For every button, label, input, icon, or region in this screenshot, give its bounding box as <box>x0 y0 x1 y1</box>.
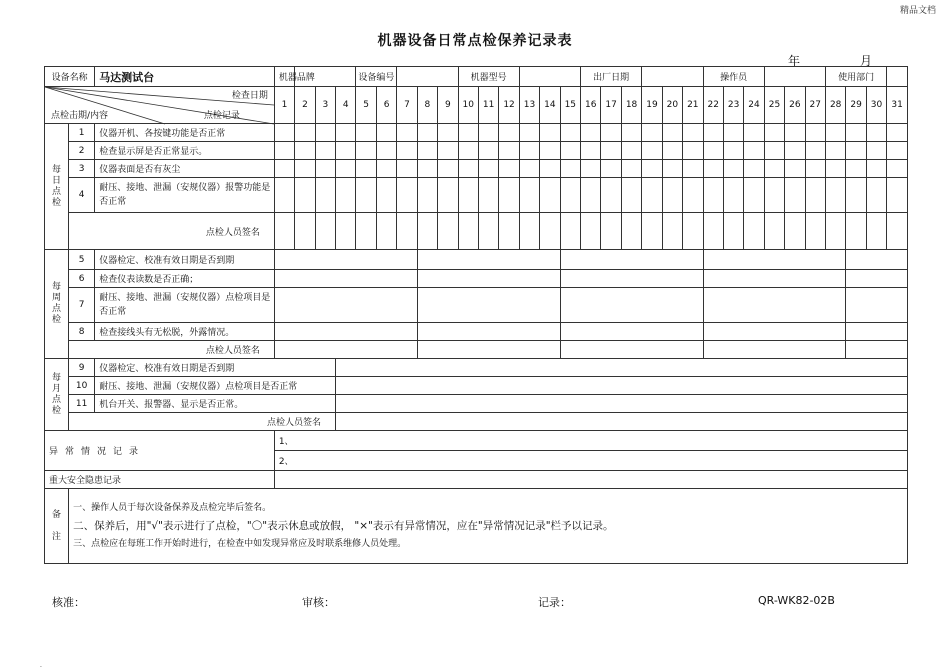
check-date-label: 检查日期 <box>231 91 268 101</box>
day-header: 6 <box>376 87 396 124</box>
day-header: 24 <box>744 87 764 124</box>
daily-check-cell[interactable] <box>478 178 498 213</box>
operator-value[interactable] <box>764 67 825 87</box>
weekly-check-cell[interactable] <box>703 288 846 323</box>
daily-check-cell[interactable] <box>825 160 845 178</box>
daily-check-cell[interactable] <box>397 160 417 178</box>
daily-check-cell[interactable] <box>397 178 417 213</box>
daily-section-text: 每日点检 <box>52 164 62 208</box>
daily-check-cell[interactable] <box>662 178 682 213</box>
weekly-check-cell[interactable] <box>274 323 417 341</box>
item-text: 检查显示屏是否正常显示。 <box>95 142 275 160</box>
daily-check-cell[interactable] <box>315 142 335 160</box>
weekly-section-text: 每周点检 <box>52 282 62 325</box>
daily-check-cell[interactable] <box>683 160 703 178</box>
daily-signature-cell[interactable] <box>356 213 376 250</box>
weekly-check-cell[interactable] <box>274 288 417 323</box>
department-label: 使用部门 <box>825 67 886 87</box>
weekly-check-cell[interactable] <box>417 288 560 323</box>
day-header: 7 <box>397 87 417 124</box>
weekly-check-cell[interactable] <box>417 323 560 341</box>
daily-signature-cell[interactable] <box>642 213 662 250</box>
daily-check-cell[interactable] <box>703 124 723 142</box>
day-header: 26 <box>785 87 805 124</box>
daily-check-cell[interactable] <box>744 178 764 213</box>
equipment-no-label: 设备编号 <box>356 67 397 87</box>
note-line-2: 二、保养后，用"√"表示进行了点检，"〇"表示休息或放假， "×"表示有异常情况，应在"异常情况记录"栏予以记录。 <box>73 520 614 532</box>
daily-signature-cell[interactable] <box>478 213 498 250</box>
weekly-check-cell[interactable] <box>703 270 846 288</box>
notes-label-text: 备注 <box>52 510 62 542</box>
daily-check-cell[interactable] <box>274 178 294 213</box>
daily-check-cell[interactable] <box>336 178 356 213</box>
item-text: 仪器表面是否有灰尘 <box>95 160 275 178</box>
daily-check-cell[interactable] <box>683 124 703 142</box>
daily-check-cell[interactable] <box>887 160 908 178</box>
daily-check-cell[interactable] <box>785 178 805 213</box>
day-header: 3 <box>315 87 335 124</box>
item-text: 耐压、接地、泄漏（安规仪器）点检项目是否正常 <box>95 377 336 395</box>
daily-signature-cell[interactable] <box>397 213 417 250</box>
daily-signature-cell[interactable] <box>764 213 784 250</box>
daily-check-cell[interactable] <box>723 142 743 160</box>
daily-check-cell[interactable] <box>581 142 601 160</box>
daily-signature-cell[interactable] <box>723 213 743 250</box>
diagonal-header-cell <box>45 87 275 124</box>
day-header: 13 <box>519 87 539 124</box>
daily-check-cell[interactable] <box>601 178 621 213</box>
weekly-check-cell[interactable] <box>846 288 908 323</box>
notes-content <box>69 489 908 564</box>
daily-check-cell[interactable] <box>274 124 294 142</box>
daily-check-cell[interactable] <box>417 160 437 178</box>
item-number: 6 <box>69 270 95 288</box>
item-number: 10 <box>69 377 95 395</box>
daily-signature-cell[interactable] <box>519 213 539 250</box>
weekly-check-cell[interactable] <box>560 250 703 270</box>
day-header: 20 <box>662 87 682 124</box>
model-label: 机器型号 <box>458 67 519 87</box>
daily-signature-cell[interactable] <box>540 213 560 250</box>
weekly-check-cell[interactable] <box>274 341 417 359</box>
day-header: 29 <box>846 87 866 124</box>
daily-check-cell[interactable] <box>805 142 825 160</box>
daily-check-cell[interactable] <box>499 124 519 142</box>
check-record-label: 点检记录 <box>203 111 240 121</box>
daily-check-cell[interactable] <box>540 160 560 178</box>
daily-check-cell[interactable] <box>601 142 621 160</box>
daily-check-cell[interactable] <box>397 142 417 160</box>
daily-check-cell[interactable] <box>744 142 764 160</box>
daily-signature-cell[interactable] <box>887 213 908 250</box>
item-number: 2 <box>69 142 95 160</box>
day-header: 4 <box>336 87 356 124</box>
weekly-check-cell[interactable] <box>703 323 846 341</box>
daily-check-cell[interactable] <box>376 142 396 160</box>
daily-signature-cell[interactable] <box>866 213 886 250</box>
daily-check-cell[interactable] <box>785 124 805 142</box>
daily-check-cell[interactable] <box>376 178 396 213</box>
daily-check-cell[interactable] <box>846 178 866 213</box>
day-header: 23 <box>723 87 743 124</box>
inspection-sheet-table <box>44 66 908 564</box>
weekly-check-cell[interactable] <box>846 270 908 288</box>
item-number: 9 <box>69 359 95 377</box>
day-header: 9 <box>438 87 458 124</box>
item-text: 耐压、接地、泄漏（安规仪器）点检项目是否正常 <box>95 288 275 323</box>
daily-check-cell[interactable] <box>560 142 580 160</box>
daily-check-cell[interactable] <box>274 142 294 160</box>
day-header: 27 <box>805 87 825 124</box>
daily-check-cell[interactable] <box>295 178 315 213</box>
day-header: 11 <box>478 87 498 124</box>
daily-check-cell[interactable] <box>519 178 539 213</box>
daily-check-cell[interactable] <box>601 124 621 142</box>
daily-check-cell[interactable] <box>499 142 519 160</box>
daily-signature-cell[interactable] <box>805 213 825 250</box>
day-header: 15 <box>560 87 580 124</box>
daily-check-cell[interactable] <box>438 124 458 142</box>
daily-check-cell[interactable] <box>458 178 478 213</box>
item-text: 仪器检定、校准有效日期是否到期 <box>95 359 336 377</box>
daily-signature-cell[interactable] <box>662 213 682 250</box>
item-text: 检查接线头有无松脱，外露情况。 <box>95 323 275 341</box>
daily-check-cell[interactable] <box>356 124 376 142</box>
daily-check-cell[interactable] <box>417 178 437 213</box>
factory-date-label: 出厂日期 <box>581 67 642 87</box>
daily-signature-cell[interactable] <box>438 213 458 250</box>
daily-check-cell[interactable] <box>478 124 498 142</box>
daily-check-cell[interactable] <box>805 178 825 213</box>
daily-signature-cell[interactable] <box>621 213 641 250</box>
daily-check-cell[interactable] <box>785 160 805 178</box>
daily-signature-cell[interactable] <box>846 213 866 250</box>
daily-check-cell[interactable] <box>581 178 601 213</box>
daily-check-cell[interactable] <box>621 124 641 142</box>
daily-signature-cell[interactable] <box>825 213 845 250</box>
weekly-check-cell[interactable] <box>560 288 703 323</box>
daily-check-cell[interactable] <box>417 142 437 160</box>
weekly-check-cell[interactable] <box>274 270 417 288</box>
daily-check-cell[interactable] <box>356 160 376 178</box>
daily-check-cell[interactable] <box>866 178 886 213</box>
item-number: 3 <box>69 160 95 178</box>
item-number: 4 <box>69 178 95 213</box>
daily-check-cell[interactable] <box>601 160 621 178</box>
daily-check-cell[interactable] <box>540 142 560 160</box>
daily-check-cell[interactable] <box>295 124 315 142</box>
daily-check-cell[interactable] <box>336 160 356 178</box>
daily-check-cell[interactable] <box>458 142 478 160</box>
daily-check-cell[interactable] <box>315 160 335 178</box>
daily-check-cell[interactable] <box>295 160 315 178</box>
review-label: 审核： <box>302 596 335 609</box>
daily-check-cell[interactable] <box>478 160 498 178</box>
day-header: 16 <box>581 87 601 124</box>
watermark-text: 精品文档 <box>899 6 936 16</box>
daily-check-cell[interactable] <box>560 160 580 178</box>
weekly-check-cell[interactable] <box>846 341 908 359</box>
daily-signature-cell[interactable] <box>703 213 723 250</box>
daily-check-cell[interactable] <box>866 124 886 142</box>
daily-check-cell[interactable] <box>764 142 784 160</box>
weekly-check-cell[interactable] <box>274 250 417 270</box>
item-text: 仪器检定、校准有效日期是否到期 <box>95 250 275 270</box>
daily-check-cell[interactable] <box>805 160 825 178</box>
daily-check-cell[interactable] <box>621 178 641 213</box>
daily-check-cell[interactable] <box>846 142 866 160</box>
daily-signature-cell[interactable] <box>274 213 294 250</box>
day-header: 19 <box>642 87 662 124</box>
daily-check-cell[interactable] <box>846 124 866 142</box>
daily-signature-cell[interactable] <box>315 213 335 250</box>
daily-check-cell[interactable] <box>376 160 396 178</box>
daily-check-cell[interactable] <box>438 178 458 213</box>
daily-check-cell[interactable] <box>703 142 723 160</box>
daily-check-cell[interactable] <box>723 178 743 213</box>
equipment-name-label: 设备名称 <box>45 67 95 87</box>
daily-check-cell[interactable] <box>356 142 376 160</box>
daily-check-cell[interactable] <box>662 142 682 160</box>
daily-check-cell[interactable] <box>764 178 784 213</box>
abnormal-record-label: 异常情况记录 <box>45 431 275 471</box>
monthly-signature-cell[interactable] <box>336 413 908 431</box>
weekly-check-cell[interactable] <box>417 270 560 288</box>
daily-check-cell[interactable] <box>621 142 641 160</box>
daily-check-cell[interactable] <box>825 124 845 142</box>
daily-check-cell[interactable] <box>846 160 866 178</box>
weekly-check-cell[interactable] <box>703 341 846 359</box>
daily-check-cell[interactable] <box>703 160 723 178</box>
model-value[interactable] <box>519 67 580 87</box>
daily-check-cell[interactable] <box>438 142 458 160</box>
hazard-record-value[interactable] <box>274 471 907 489</box>
weekly-check-cell[interactable] <box>703 250 846 270</box>
daily-check-cell[interactable] <box>397 124 417 142</box>
month-label: 月 <box>860 54 873 68</box>
weekly-check-cell[interactable] <box>846 250 908 270</box>
department-value[interactable] <box>887 67 908 87</box>
daily-check-cell[interactable] <box>764 160 784 178</box>
item-text: 仪器开机、各按键功能是否正常 <box>95 124 275 142</box>
daily-signature-cell[interactable] <box>560 213 580 250</box>
daily-check-cell[interactable] <box>744 124 764 142</box>
daily-check-cell[interactable] <box>458 160 478 178</box>
operator-label: 操作员 <box>703 67 764 87</box>
daily-check-cell[interactable] <box>642 178 662 213</box>
daily-check-cell[interactable] <box>356 178 376 213</box>
daily-signature-cell[interactable] <box>581 213 601 250</box>
notes-label <box>45 489 69 564</box>
day-header: 18 <box>621 87 641 124</box>
daily-check-cell[interactable] <box>438 160 458 178</box>
daily-check-cell[interactable] <box>519 142 539 160</box>
daily-check-cell[interactable] <box>887 178 908 213</box>
day-header: 30 <box>866 87 886 124</box>
daily-check-cell[interactable] <box>683 178 703 213</box>
day-header: 12 <box>499 87 519 124</box>
daily-check-cell[interactable] <box>417 124 437 142</box>
daily-signature-cell[interactable] <box>376 213 396 250</box>
day-header: 28 <box>825 87 845 124</box>
year-label: 年 <box>788 54 801 68</box>
abnormal-line-2[interactable]: 2、 <box>274 451 907 471</box>
daily-check-cell[interactable] <box>825 142 845 160</box>
day-header: 14 <box>540 87 560 124</box>
daily-signature-cell[interactable] <box>336 213 356 250</box>
weekly-check-cell[interactable] <box>560 323 703 341</box>
weekly-section-label <box>45 250 69 359</box>
daily-signature-cell[interactable] <box>499 213 519 250</box>
monthly-check-cell[interactable] <box>336 395 908 413</box>
item-number: 5 <box>69 250 95 270</box>
weekly-check-cell[interactable] <box>560 270 703 288</box>
daily-check-cell[interactable] <box>887 142 908 160</box>
daily-check-cell[interactable] <box>478 142 498 160</box>
daily-check-cell[interactable] <box>887 124 908 142</box>
daily-check-cell[interactable] <box>825 178 845 213</box>
daily-check-cell[interactable] <box>315 124 335 142</box>
daily-check-cell[interactable] <box>621 160 641 178</box>
item-text: 耐压、接地、泄漏（安规仪器）报警功能是否正常 <box>95 178 275 213</box>
daily-signature-cell[interactable] <box>417 213 437 250</box>
item-text: 检查仪表读数是否正确； <box>95 270 275 288</box>
weekly-check-cell[interactable] <box>846 323 908 341</box>
daily-check-cell[interactable] <box>642 124 662 142</box>
daily-check-cell[interactable] <box>642 142 662 160</box>
page-title: 机器设备日常点检保养记录表 <box>377 33 573 49</box>
day-header: 1 <box>274 87 294 124</box>
daily-check-cell[interactable] <box>866 160 886 178</box>
daily-check-cell[interactable] <box>642 160 662 178</box>
weekly-signature-label: 点检人员签名 <box>69 341 275 359</box>
daily-signature-cell[interactable] <box>601 213 621 250</box>
equipment-no-value[interactable] <box>397 67 458 87</box>
daily-check-cell[interactable] <box>560 178 580 213</box>
note-line-3: 三、点检应在每班工作开始时进行，在检查中如发现异常应及时联系维修人员处理。 <box>73 539 407 549</box>
equipment-name-value: 马达测试台 <box>95 67 275 87</box>
daily-signature-cell[interactable] <box>458 213 478 250</box>
daily-check-cell[interactable] <box>683 142 703 160</box>
hazard-record-label: 重大安全隐患记录 <box>45 471 275 489</box>
daily-check-cell[interactable] <box>744 160 764 178</box>
daily-section-label <box>45 124 69 250</box>
day-header: 21 <box>683 87 703 124</box>
daily-check-cell[interactable] <box>764 124 784 142</box>
item-number: 8 <box>69 323 95 341</box>
period-content-label: 点检击期/内容 <box>51 111 109 121</box>
day-header: 10 <box>458 87 478 124</box>
day-header: 5 <box>356 87 376 124</box>
daily-signature-cell[interactable] <box>785 213 805 250</box>
day-header: 17 <box>601 87 621 124</box>
daily-check-cell[interactable] <box>581 124 601 142</box>
monthly-check-cell[interactable] <box>336 359 908 377</box>
factory-date-value[interactable] <box>642 67 703 87</box>
day-header: 22 <box>703 87 723 124</box>
day-header: 31 <box>887 87 908 124</box>
daily-check-cell[interactable] <box>703 178 723 213</box>
daily-check-cell[interactable] <box>336 124 356 142</box>
monthly-check-cell[interactable] <box>336 377 908 395</box>
weekly-check-cell[interactable] <box>560 341 703 359</box>
daily-check-cell[interactable] <box>274 160 294 178</box>
daily-check-cell[interactable] <box>662 160 682 178</box>
daily-check-cell[interactable] <box>560 124 580 142</box>
daily-check-cell[interactable] <box>295 142 315 160</box>
monthly-signature-label: 点检人员签名 <box>69 413 336 431</box>
daily-check-cell[interactable] <box>336 142 356 160</box>
daily-check-cell[interactable] <box>662 124 682 142</box>
day-header: 2 <box>295 87 315 124</box>
weekly-check-cell[interactable] <box>417 250 560 270</box>
daily-signature-cell[interactable] <box>683 213 703 250</box>
note-line-1: 一、操作人员于每次设备保养及点检完毕后签名。 <box>73 503 272 513</box>
daily-check-cell[interactable] <box>785 142 805 160</box>
daily-check-cell[interactable] <box>499 160 519 178</box>
monthly-section-text: 每月点检 <box>52 372 62 416</box>
daily-signature-cell[interactable] <box>744 213 764 250</box>
daily-check-cell[interactable] <box>540 124 560 142</box>
daily-check-cell[interactable] <box>581 160 601 178</box>
item-number: 11 <box>69 395 95 413</box>
weekly-check-cell[interactable] <box>417 341 560 359</box>
page-marker: · <box>40 664 42 671</box>
daily-check-cell[interactable] <box>519 124 539 142</box>
daily-check-cell[interactable] <box>540 178 560 213</box>
monthly-section-label <box>45 359 69 431</box>
item-number: 1 <box>69 124 95 142</box>
record-label: 记录： <box>538 596 571 609</box>
approve-label: 核准： <box>52 596 85 609</box>
form-code: QR-WK82-02B <box>758 594 835 607</box>
day-header: 8 <box>417 87 437 124</box>
daily-check-cell[interactable] <box>723 124 743 142</box>
day-header: 25 <box>764 87 784 124</box>
daily-check-cell[interactable] <box>499 178 519 213</box>
daily-check-cell[interactable] <box>376 124 396 142</box>
daily-check-cell[interactable] <box>519 160 539 178</box>
item-number: 7 <box>69 288 95 323</box>
item-text: 机台开关、报警器、显示是否正常。 <box>95 395 336 413</box>
daily-signature-cell[interactable] <box>295 213 315 250</box>
brand-label: 机器品牌 <box>274 67 294 87</box>
daily-check-cell[interactable] <box>723 160 743 178</box>
daily-check-cell[interactable] <box>805 124 825 142</box>
daily-signature-label: 点检人员签名 <box>69 213 275 250</box>
abnormal-line-1[interactable]: 1、 <box>274 431 907 451</box>
daily-check-cell[interactable] <box>458 124 478 142</box>
daily-check-cell[interactable] <box>315 178 335 213</box>
daily-check-cell[interactable] <box>866 142 886 160</box>
